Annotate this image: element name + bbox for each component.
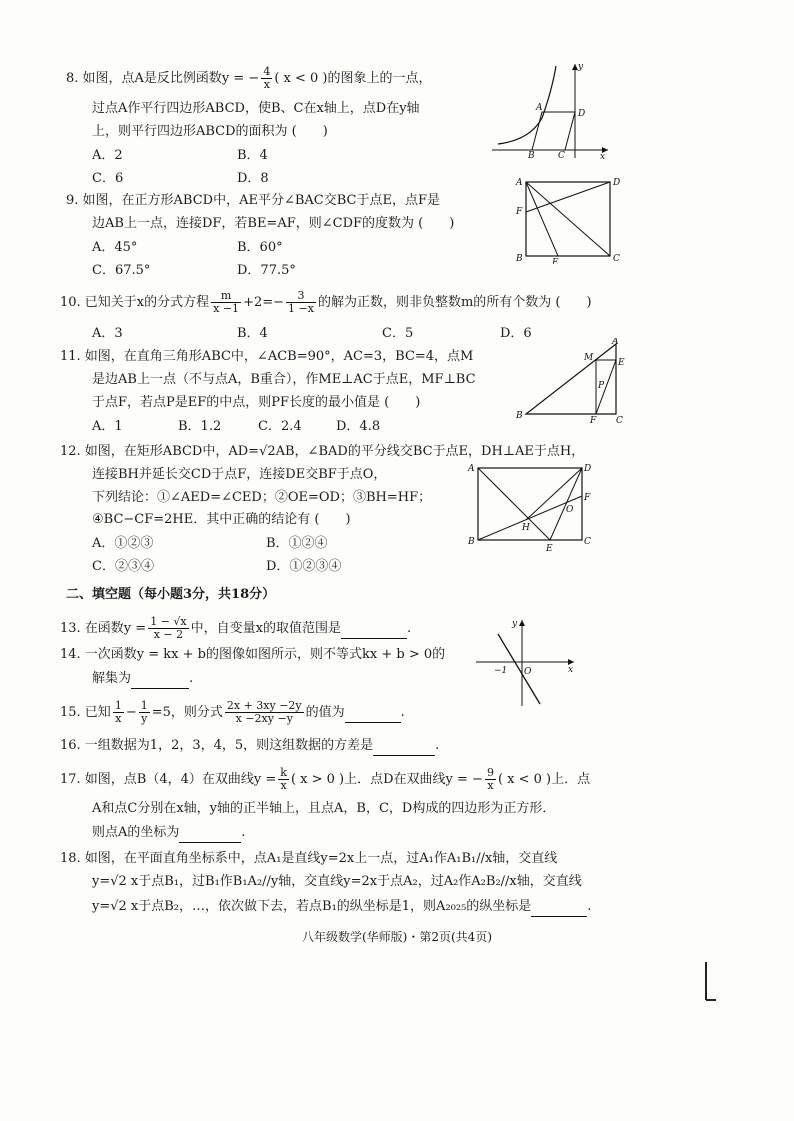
q17-line2: A和点C分别在x轴，y轴的正半轴上，且点A，B，C，D构成的四边形为正方形． (92, 801, 556, 816)
q12-option-d: D．①②③④ (266, 559, 342, 574)
q8-axis-y: y (578, 62, 584, 72)
q13-line1: 13. 在函数y = $\frac{1 - √x}{x - 2}$ 中，自变量x的取值范围是 . (60, 615, 412, 641)
q8-option-b: B．4 (237, 148, 268, 163)
q10-line1: 10. 已知关于x的分式方程 $\frac{m}{x -1}$ +2=− $\frac{3}{1 -x}$ 的解为正数，则非负整数m的所有个数为 ( ) (60, 289, 592, 315)
q12-label-h: H (522, 523, 530, 533)
q8-label-b: B (528, 151, 535, 160)
q12-line4: ④BC−CF=2HE．其中正确的结论有 ( ) (92, 512, 351, 527)
q8-line1: 8. 如图，点A是反比例函数y = − $\frac{4}{x}$ ( x < 0 )的图象上的一点， (66, 65, 432, 91)
q12-label-a: A (468, 464, 475, 474)
q8-fraction: $\frac{4}{x}$ (263, 65, 271, 91)
q11-option-d: D．4.8 (336, 419, 381, 434)
q8-axis-x: x (600, 152, 606, 160)
q8-line3: 上，则平行四边形ABCD的面积为 ( ) (92, 124, 328, 139)
q11-label-a: A (612, 338, 619, 347)
q9-label-b: B (516, 254, 523, 264)
q9-option-d: D．77.5° (237, 263, 296, 278)
q9-line1: 9. 如图，在正方形ABCD中，AE平分∠BAC交BC于点E，点F是 (66, 193, 440, 208)
q18-line2: y=√2 x于点B₁，过B₁作B₁A₂//y轴，交直线y=2x于点A₂，过A₂作A₂B₂//x轴，交直线 (92, 874, 582, 889)
q9-option-b: B．60° (237, 240, 283, 255)
q12-figure (466, 460, 594, 555)
q9-figure (514, 172, 624, 264)
q14-axis-x: x (568, 665, 574, 675)
q8-option-d: D．8 (237, 171, 269, 186)
q8-text: 8. 如图，点A是反比例函数y = − (66, 71, 260, 86)
q12-label-o: O (566, 505, 574, 515)
q9-label-e: E (552, 258, 559, 264)
q14-origin-label: O (524, 667, 532, 677)
q8-label-c: C (558, 151, 565, 160)
q15-fraction-1: $\frac{1}{x}$ (114, 699, 122, 725)
q12-label-d: D (584, 464, 592, 474)
q12-label-b: B (468, 537, 475, 547)
q14-tick-neg1: −1 (494, 666, 508, 676)
q10-option-d: D．6 (500, 326, 532, 341)
q11-label-m: M (584, 353, 594, 363)
q11-line2: 是边AB上一点（不与点A，B重合），作ME⊥AC于点E，MF⊥BC (92, 372, 476, 387)
q11-label-p: P (598, 381, 605, 391)
q10-option-a: A．3 (92, 326, 123, 341)
q12-option-a: A．①②③ (92, 536, 154, 551)
q12-line2: 连接BH并延长交CD于点F，连接DE交BF于点O， (92, 467, 387, 482)
q12-line3: 下列结论：①∠AED=∠CED；②OE=OD；③BH=HF； (92, 490, 432, 505)
q12-option-b: B．①②④ (266, 536, 328, 551)
q14-line1: 14. 一次函数y = kx + b的图像如图所示，则不等式kx + b > 0的 (60, 647, 446, 662)
q14-answer-blank[interactable] (131, 670, 189, 689)
q12-label-f: F (584, 493, 591, 503)
q16-line1: 16. 一组数据为1，2，3，4，5，则这组数据的方差是 . (60, 737, 439, 756)
q10-fraction-2: $\frac{3}{1 -x}$ (288, 289, 314, 315)
q12-line1: 12. 如图，在矩形ABCD中，AD=√2AB，∠BAD的平分线交BC于点E，DH⊥AE于点H， (60, 444, 585, 459)
q9-label-c: C (613, 254, 620, 264)
q18-line3: y=√2 x于点B₂，…，依次做下去，若点B₁的纵坐标是1，则A₂₀₂₅的纵坐标是 . (92, 898, 591, 917)
q14-axis-y: y (512, 619, 518, 629)
q9-label-f: F (516, 207, 523, 217)
page-footer: 八年级数学(华师版)・第2页(共4页) (302, 930, 492, 944)
q10-option-b: B．4 (237, 326, 268, 341)
q13-fraction: $\frac{1 - √x}{x - 2}$ (150, 615, 187, 641)
q8-figure (490, 60, 620, 160)
q10-option-c: C．5 (382, 326, 414, 341)
q8-label-d: D (578, 109, 586, 119)
q14-figure (474, 616, 584, 708)
q11-line1: 11. 如图，在直角三角形ABC中，∠ACB=90°，AC=3，BC=4，点M (60, 349, 474, 364)
q11-option-a: A．1 (92, 419, 123, 434)
q15-fraction-3: $\frac{2x + 3xy -2y}{x -2xy -y}$ (226, 699, 302, 725)
q17-line1: 17. 如图，点B（4，4）在双曲线y = $\frac{k}{x}$ ( x > 0 )上．点D在双曲线y = − $\frac{9}{x}$ ( x < 0 )上．点 (60, 766, 591, 792)
q9-label-d: D (613, 178, 621, 188)
q12-label-e: E (546, 544, 553, 554)
q12-option-c: C．②③④ (92, 559, 154, 574)
q11-label-f: F (590, 416, 597, 423)
q8-line2: 过点A作平行四边形ABCD，使B、C在x轴上，点D在y轴 (92, 101, 420, 116)
q11-option-b: B．1.2 (178, 419, 222, 434)
q11-line3: 于点F，若点P是EF的中点，则PF长度的最小值是 ( ) (92, 395, 421, 410)
q13-answer-blank[interactable] (341, 620, 407, 639)
q11-label-e: E (618, 358, 625, 368)
q9-label-a: A (516, 178, 523, 188)
q9-line2: 边AB上一点，连接DF，若BE=AF，则∠CDF的度数为 ( ) (92, 216, 455, 231)
q9-option-c: C．67.5° (92, 263, 151, 278)
q15-fraction-2: $\frac{1}{y}$ (140, 699, 148, 725)
q15-answer-blank[interactable] (345, 704, 401, 723)
q11-figure (512, 338, 627, 423)
q18-line1: 18. 如图，在平面直角坐标系中，点A₁是直线y=2x上一点，过A₁作A₁B₁//x轴，交直线 (60, 851, 558, 866)
q17-fraction-2: $\frac{9}{x}$ (486, 766, 494, 792)
q8-option-c: C．6 (92, 171, 124, 186)
q10-fraction-1: $\frac{m}{x -1}$ (213, 289, 240, 315)
q8-label-a: A (536, 103, 543, 113)
q11-label-c: C (616, 416, 623, 423)
q12-label-c: C (584, 537, 591, 547)
q17-answer-blank[interactable] (179, 824, 241, 843)
scan-corner-mark (700, 960, 720, 1010)
q9-option-a: A．45° (92, 240, 138, 255)
q11-option-c: C．2.4 (258, 419, 302, 434)
q15-line1: 15. 已知 $\frac{1}{x}$ − $\frac{1}{y}$ =5，则分式 $\frac{2x + 3xy -2y}{x -2xy -y}$ 的值为 . (60, 699, 405, 725)
q18-answer-blank[interactable] (531, 898, 587, 917)
q16-answer-blank[interactable] (373, 737, 435, 756)
q17-line3: 则点A的坐标为 . (92, 824, 246, 843)
q11-label-b: B (516, 411, 523, 421)
q8-option-a: A．2 (92, 148, 123, 163)
section-fill-in-heading: 二、填空题（每小题3分，共18分） (66, 587, 276, 602)
q14-line2: 解集为 . (92, 670, 193, 689)
q17-fraction-1: $\frac{k}{x}$ (280, 766, 287, 792)
